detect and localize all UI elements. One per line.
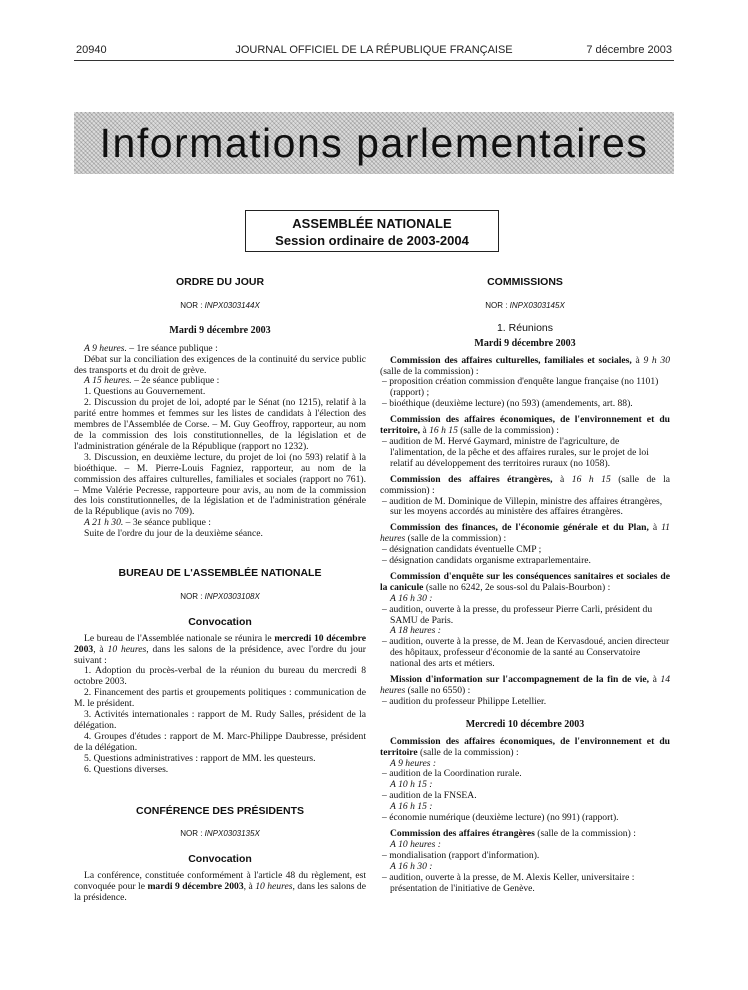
commissions-title: COMMISSIONS bbox=[487, 276, 563, 288]
page-number: 20940 bbox=[76, 44, 107, 56]
assembly-box bbox=[245, 210, 499, 252]
agenda-item: – audition de la FNSEA. bbox=[382, 790, 477, 802]
ordre-nor: NOR : INPX0303144X bbox=[180, 300, 260, 310]
ordre-p5: 2. Discussion du projet de loi, adopté par le Sénat (no 1215), relatif à la parité entre hommes et femmes sur les listes de candidats à l'élection des membres de l'Assemblée de Corse. – M. Guy Geoffroy, rapporteur, au nom de la commission des lois constitutionnelles, de la législation et de l'administration générale de la République (rapport no 1232). bbox=[74, 397, 366, 452]
ordre-p8: Suite de l'ordre du jour de la deuxième séance. bbox=[84, 528, 263, 540]
commissions-nor: NOR : INPX0303145X bbox=[485, 300, 565, 310]
agenda-item: – audition de la Coordination rurale. bbox=[382, 768, 522, 780]
commission-etrangeres-mercredi: Commission des affaires étrangères (salle de la commission) : bbox=[390, 827, 636, 839]
agenda-item: – audition, ouverte à la presse, de M. Alexis Keller, universitaire : présentation de l'initiative de Genève. bbox=[382, 871, 635, 894]
ordre-p1: A 9 heures. – 1re séance publique : bbox=[84, 342, 218, 354]
bureau-item: 1. Adoption du procès-verbal de la réunion du bureau du mercredi 8 octobre 2003. bbox=[74, 665, 366, 688]
commission-finances: Commission des finances, de l'économie générale et du Plan, à 11 heures (salle de la commission) : bbox=[380, 522, 670, 545]
time-slot: A 16 h 30 : bbox=[390, 592, 433, 604]
bureau-item: 3. Activités internationales : rapport de M. Rudy Salles, président de la délégation. bbox=[74, 709, 366, 731]
ordre-p3: A 15 heures. – 2e séance publique : bbox=[84, 375, 220, 387]
journal-title: JOURNAL OFFICIEL DE LA RÉPUBLIQUE FRANÇAISE bbox=[235, 44, 513, 56]
commission-economiques-mercredi: Commission des affaires économiques, de l'environnement et du territoire (salle de la commission) : bbox=[380, 735, 670, 758]
ordre-date: Mardi 9 décembre 2003 bbox=[169, 324, 271, 336]
ordre-p6: 3. Discussion, en deuxième lecture, du projet de loi (no 593) relatif à la bioéthique. – M. Pierre-Louis Fagniez, rapporteur, au nom de la commission des affaires culturelles, familiales et sociales (rapport no 761). – Mme Valérie Pecresse, rapporteure pour avis, au nom de la commission des lois constitutionnelles, de la législation et de l'administration générale de la République (avis no 709). bbox=[74, 451, 366, 518]
agenda-item: – désignation candidats éventuelle CMP ; bbox=[382, 544, 542, 556]
box-title: ASSEMBLÉE NATIONALE bbox=[292, 216, 452, 231]
date-mardi: Mardi 9 décembre 2003 bbox=[474, 337, 576, 349]
agenda-item: – économie numérique (deuxième lecture) (no 991) (rapport). bbox=[382, 812, 619, 824]
ordre-title: ORDRE DU JOUR bbox=[175, 276, 265, 288]
mission-fin-de-vie: Mission d'information sur l'accompagnement de la fin de vie, à 14 heures (salle no 6550) : bbox=[380, 674, 670, 696]
ordre-p4: 1. Questions au Gouvernement. bbox=[84, 386, 206, 398]
conference-text: La conférence, constituée conformément à l'article 48 du règlement, est convoquée pour le mardi 9 décembre 2003, à 10 heures, dans les salons de la présidence. bbox=[74, 870, 366, 904]
agenda-item: – audition, ouverte à la presse, de M. Jean de Kervasdoué, ancien directeur des hôpitaux, professeur d'économie de la santé au Conservatoire national des arts et métiers. bbox=[382, 636, 670, 670]
reunions-subtitle: 1. Réunions bbox=[496, 321, 554, 334]
agenda-item: – audition de M. Dominique de Villepin, ministre des affaires étrangères, sur les moyens accordés au ministère des affaires étrangères. bbox=[382, 495, 663, 518]
agenda-item: – audition de M. Hervé Gaymard, ministre de l'agriculture, de l'alimentation, de la pêche et des affaires rurales, sur le projet de loi relatif au développement des territoires ruraux (no 1058). bbox=[382, 435, 649, 469]
conference-nor: NOR : INPX0303135X bbox=[180, 829, 260, 839]
header-rule bbox=[74, 60, 674, 61]
time-slot: A 10 heures : bbox=[390, 838, 441, 850]
banner-title: Informations parlementaires bbox=[99, 119, 649, 166]
bureau-nor: NOR : INPX0303108X bbox=[180, 591, 260, 601]
commission-etrangeres: Commission des affaires étrangères, à 16 h 15 (salle de la commission) : bbox=[380, 473, 670, 496]
commission-enquete-canicule: Commission d'enquête sur les conséquences sanitaires et sociales de la canicule (salle no 6242, 2e sous-sol du Palais-Bourbon) : bbox=[380, 570, 670, 593]
ordre-p7: A 21 h 30. – 3e séance publique : bbox=[84, 517, 211, 529]
agenda-item: – audition, ouverte à la presse, du professeur Pierre Carli, président du SAMU de Paris. bbox=[382, 603, 653, 626]
box-session: Session ordinaire de 2003-2004 bbox=[275, 233, 469, 248]
bureau-convocation: Convocation bbox=[188, 615, 252, 628]
right-column bbox=[380, 277, 670, 894]
conference-convocation: Convocation bbox=[188, 853, 252, 866]
ordre-p2: Débat sur la conciliation des exigences de la continuité du service public des transports et du droit de grève. bbox=[74, 353, 366, 376]
conference-title: CONFÉRENCE DES PRÉSIDENTS bbox=[135, 804, 305, 817]
time-slot: A 10 h 15 : bbox=[390, 779, 433, 791]
commission-culturelles: Commission des affaires culturelles, familiales et sociales, à 9 h 30 (salle de la commission) : bbox=[380, 354, 670, 377]
bureau-intro: Le bureau de l'Assemblée nationale se réunira le mercredi 10 décembre 2003, à 10 heures, dans les salons de la présidence, avec l'ordre du jour suivant : bbox=[74, 632, 366, 666]
time-slot: A 9 heures : bbox=[390, 757, 437, 769]
bureau-item: 2. Financement des partis et groupements politiques : communication de M. le président. bbox=[74, 687, 366, 710]
header-date: 7 décembre 2003 bbox=[586, 44, 672, 56]
agenda-item: – audition du professeur Philippe Letellier. bbox=[382, 695, 547, 707]
agenda-item: – désignation candidats organisme extraparlementaire. bbox=[382, 555, 591, 567]
commission-economiques: Commission des affaires économiques, de l'environnement et du territoire, à 16 h 15 (salle de la commission) : bbox=[380, 414, 670, 437]
time-slot: A 16 h 15 : bbox=[390, 801, 433, 813]
date-mercredi: Mercredi 10 décembre 2003 bbox=[465, 718, 585, 730]
time-slot: A 18 heures : bbox=[390, 625, 441, 637]
bureau-item: 4. Groupes d'études : rapport de M. Marc-Philippe Daubresse, président de la délégation. bbox=[74, 730, 366, 753]
bureau-item: 5. Questions administratives : rapport de MM. les questeurs. bbox=[84, 752, 316, 764]
agenda-item: – mondialisation (rapport d'information). bbox=[382, 849, 540, 861]
agenda-item: – bioéthique (deuxième lecture) (no 593) (amendements, art. 88). bbox=[382, 398, 633, 410]
agenda-item: – proposition création commission d'enquête langue française (no 1101) (rapport) ; bbox=[382, 376, 659, 399]
section-banner bbox=[74, 112, 674, 174]
time-slot: A 16 h 30 : bbox=[390, 860, 433, 872]
left-column bbox=[74, 277, 366, 904]
bureau-title: BUREAU DE L'ASSEMBLÉE NATIONALE bbox=[118, 567, 322, 580]
bureau-item: 6. Questions diverses. bbox=[84, 763, 169, 775]
